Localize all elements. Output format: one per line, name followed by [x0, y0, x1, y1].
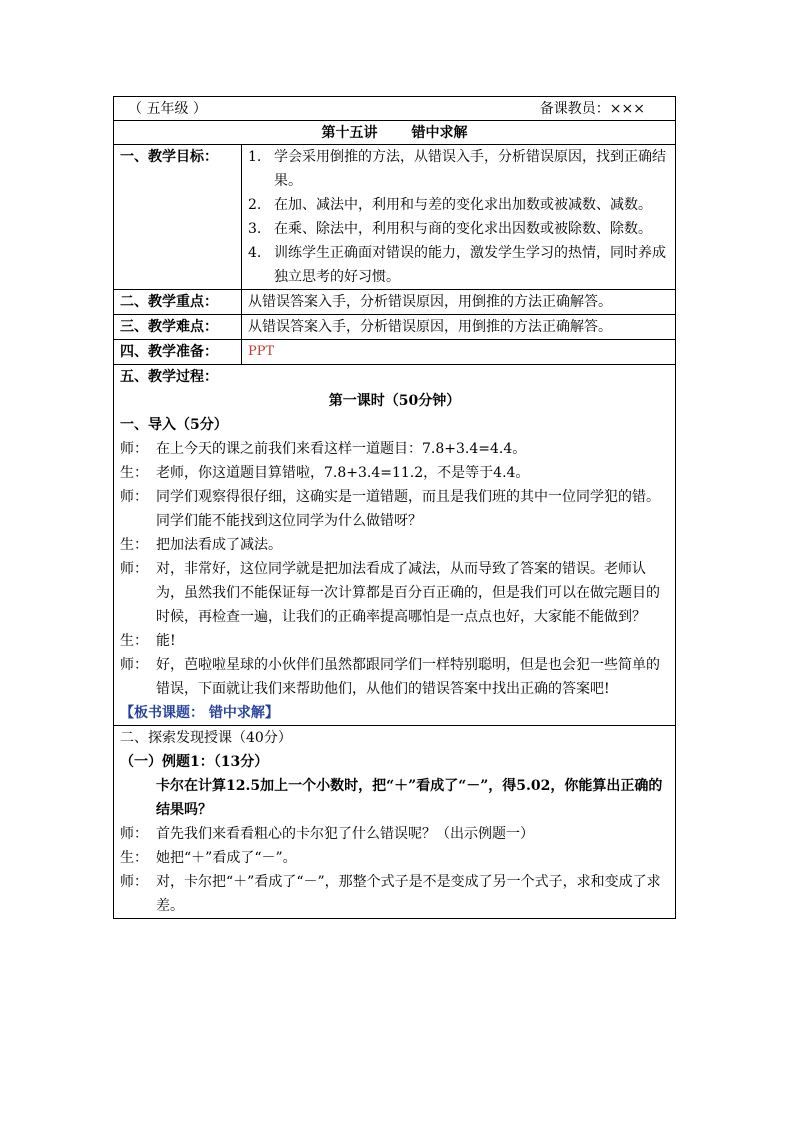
- board-note: 【板书课题： 错中求解】: [120, 705, 279, 721]
- key-point-label: 二、教学重点：: [114, 290, 242, 314]
- example-heading: （一）例题1：（13分）: [120, 754, 269, 770]
- header-row: [114, 97, 675, 121]
- dialog-line: 师： 好，芭啦啦星球的小伙伴们虽然都跟同学们一样特别聪明，但是也会犯一些简单的错误，下面就让我们来帮助他们，从他们的错误答案中找出正确的答案吧!: [120, 657, 660, 697]
- process-label: 五、教学过程：: [120, 369, 218, 385]
- difficulty-row: [114, 315, 675, 340]
- dialog-line: 生： 老师，你这道题目算错啦，7.8+3.4=11.2，不是等于4.4。: [120, 465, 530, 481]
- dialog-line: 师： 首先我们来看看粗心的卡尔犯了什么错误呢？（出示例题一）: [120, 826, 534, 842]
- process-section: [114, 365, 675, 726]
- dialog-line: 生： 把加法看成了减法。: [120, 537, 282, 553]
- difficulty-value: 从错误答案入手，分析错误原因，用倒推的方法正确解答。: [248, 319, 612, 335]
- lesson-number: 第十五讲: [321, 125, 378, 141]
- lesson-title: [114, 121, 675, 145]
- grade-label: （ 五年级 ）: [128, 101, 207, 117]
- preparation-value: PPT: [248, 344, 275, 359]
- lesson-plan-table: [113, 96, 676, 919]
- dialog-line: 生： 能!: [120, 633, 176, 649]
- intro-heading: 一、导入（5分）: [120, 417, 228, 433]
- explore-section: [114, 726, 675, 918]
- dialog-line: 师： 在上今天的课之前我们来看这样一道题目：7.8+3.4=4.4。: [120, 441, 527, 457]
- goals-value: [242, 145, 675, 289]
- goal-item: 3. 在乘、除法中，利用积与商的变化求出因数或被除数、除数。: [248, 221, 652, 237]
- key-point-row: [114, 290, 675, 315]
- goal-item: 2. 在加、减法中，利用和与差的变化求出加数或被减数、减数。: [248, 197, 652, 213]
- dialog-line: 师： 对，卡尔把“＋”看成了“－”，那整个式子是不是变成了另一个式子，求和变成了求差。: [120, 874, 661, 914]
- key-point-value: 从错误答案入手，分析错误原因，用倒推的方法正确解答。: [248, 294, 612, 310]
- goals-label: 一、教学目标：: [114, 145, 242, 289]
- goal-item: 1. 学会采用倒推的方法，从错误入手，分析错误原因，找到正确结果。: [248, 149, 666, 189]
- teacher-label: 备课教员：×××: [539, 101, 645, 117]
- goals-list: [248, 145, 675, 289]
- difficulty-label: 三、教学难点：: [114, 315, 242, 339]
- explore-heading: 二、探索发现授课（40分）: [120, 730, 292, 746]
- dialog-line: 师： 同学们观察得很仔细，这确实是一道错题，而且是我们班的其中一位同学犯的错。同学们能不能找到这位同学为什么做错呀？: [120, 489, 660, 529]
- example-problem: 卡尔在计算12.5加上一个小数时，把“＋”看成了“－”，得5.02，你能算出正确的结果吗？: [156, 778, 663, 818]
- period-heading: 第一课时（50分钟）: [328, 393, 461, 409]
- dialog-line: 师： 对，非常好，这位同学就是把加法看成了减法，从而导致了答案的错误。老师认为，虽然我们不能保证每一次计算都是百分百正确的，但是我们可以在做完题目的时候，再检查一遍，让我们的正确率提高哪怕是一点点也好，大家能不能做到？: [120, 561, 660, 625]
- dialog-line: 生： 她把“＋”看成了“－”。: [120, 850, 297, 866]
- goals-row: [114, 145, 675, 290]
- goal-item: 4. 训练学生正确面对错误的能力，激发学生学习的热情，同时养成独立思考的好习惯。: [248, 245, 666, 285]
- preparation-label: 四、教学准备：: [114, 340, 242, 364]
- preparation-row: [114, 340, 675, 365]
- lesson-topic: 错中求解: [411, 125, 468, 141]
